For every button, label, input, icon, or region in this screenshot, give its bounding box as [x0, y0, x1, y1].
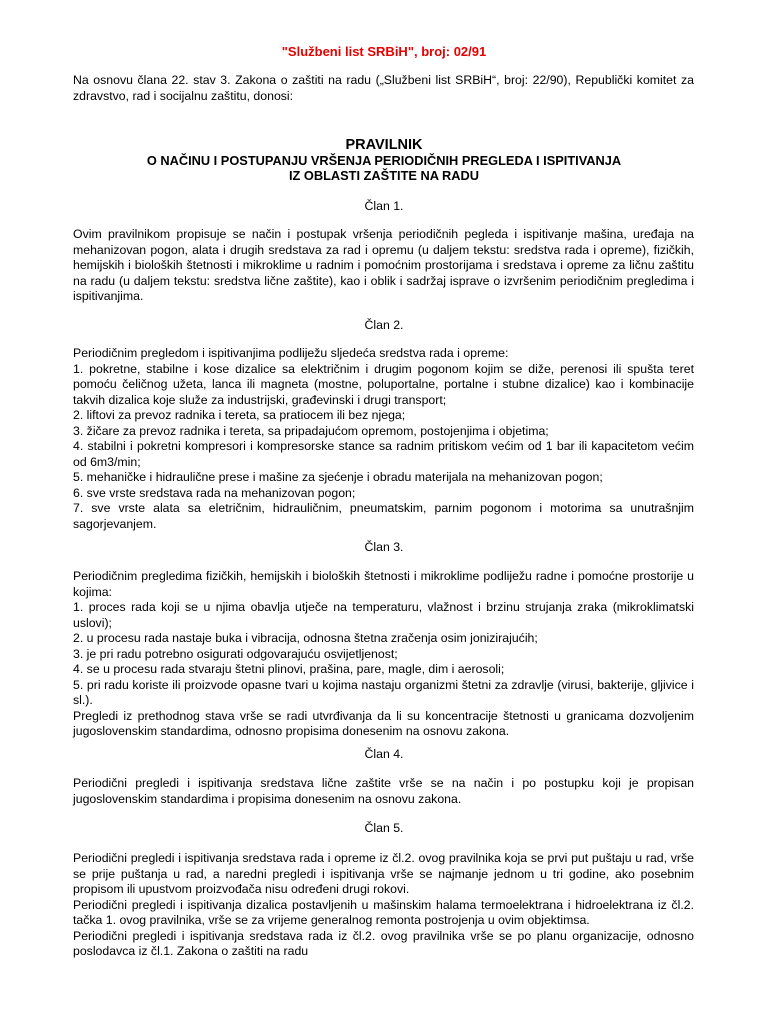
- article-heading: Član 3.: [364, 540, 404, 554]
- article-paragraph: Periodičnim pregledom i ispitivanjima podliježu sljedeća sredstva rada i opreme:: [73, 346, 509, 360]
- article-2-body: [73, 346, 694, 532]
- document-subtitle-line1: O NAČINU I POSTUPANJU VRŠENJA PERIODIČNIH PREGLEDA I ISPITIVANJA: [146, 153, 622, 168]
- article-heading: Član 5.: [364, 821, 404, 835]
- list-item: 4. stabilni i pokretni kompresori i kompresorske stance sa radnim pritiskom većim od 1 bar ili kapacitetom većim od 6m3/min;: [73, 439, 694, 469]
- article-1-body: [73, 227, 694, 305]
- list-item: 1. pokretne, stabilne i kose dizalice sa električnim i drugim pogonom kojim se diže, perenosi ili spušta teret pomoću čeličnog užeta, lanca ili magneta (mostne, poluportalne, portalne i stubne dizalice) kao i kombinacije takvih dizalica koje služe za industrijski, građevinski i drugi transport;: [73, 361, 694, 407]
- preamble-text: Na osnovu člana 22. stav 3. Zakona o zaštiti na radu („Službeni list SRBiH“, broj: 22/90), Republički komitet za zdravstvo, rad i socijalnu zaštitu, donosi:: [73, 73, 694, 103]
- document-title: PRAVILNIK: [345, 137, 423, 153]
- article-paragraph: Periodičnim pregledima fizičkih, hemijskih i bioloških štetnosti i mikroklime podliježu radne i pomoćne prostorije u kojima:: [73, 569, 694, 599]
- article-5-body: [73, 851, 694, 960]
- article-paragraph: Pregledi iz prethodnog stava vrše se radi utvrđivanja da li su koncentracije štetnosti u granicama dozvoljenim jugoslovenskim standardima, odnosno propisima donesenim na osnovu zakona.: [73, 708, 694, 738]
- gazette-reference: "Službeni list SRBiH", broj: 02/91: [281, 44, 487, 59]
- list-item: 5. pri radu koriste ili proizvode opasne tvari u kojima nastaju organizmi štetni za zdravlje (virusi, bakterije, gljivice i sl.).: [73, 677, 694, 707]
- list-item: 4. se u procesu rada stvaraju štetni plinovi, prašina, pare, magle, dim i aerosoli;: [73, 662, 505, 676]
- list-item: 3. je pri radu potrebno osigurati odgovarajuću osvijetljenost;: [73, 646, 398, 661]
- list-item: 5. mehaničke i hidraulične prese i mašine za sjećenje i obradu materijala na mehanizovan pogon;: [73, 470, 603, 484]
- article-paragraph: Periodični pregledi i ispitivanja sredstava rada iz čl.2. ovog pravilnika vrše se po planu organizacije, odnosno poslodavca iz čl.1. Zakona o zaštiti na radu: [73, 928, 694, 958]
- preamble: [73, 73, 694, 104]
- article-paragraph: Periodični pregledi i ispitivanja sredstava lične zaštite vrše se na način i po postupku koji je propisan jugoslovenskim standardima i propisima donesenim na osnovu zakona.: [73, 776, 694, 806]
- list-item: 1. proces rada koji se u njima obavlja utječe na temperaturu, vlažnost i brzinu strujanja zraka (mikroklimatski uslovi);: [73, 600, 694, 630]
- list-item: 7. sve vrste alata sa eletričnim, hidrauličnim, pneumatskim, parnim pogonom i motorima sa unutrašnjim sagorjevanjem.: [73, 501, 694, 531]
- list-item: 6. sve vrste sredstava rada na mehanizovan pogon;: [73, 485, 356, 500]
- list-item: 3. žičare za prevoz radnika i tereta, sa pripadajućom opremom, postojenjima i objetima;: [73, 423, 549, 438]
- article-heading: Član 4.: [364, 747, 404, 761]
- article-paragraph: Periodični pregledi i ispitivanja dizalica postavljenih u mašinskim halama termoelektrana i hidroelektrana iz čl.2. tačka 1. ovog pravilnika, vrše se za vrijeme generalnog remonta postrojenja u ovim objektimsa.: [73, 897, 694, 927]
- article-paragraph: Ovim pravilnikom propisuje se način i postupak vršenja periodičnih pegleda i ispitivanje mašina, uređaja na mehanizovan pogon, alata i drugih sredstava za rad i opremu (u daljem tekstu: sredstva rada i opreme), fizičkih, hemijskih i bioloških štetnosti i mikroklime u radnim i pomoćnim prostorijama i sredstava i opreme za ličnu zaštitu na radu (u daljem tekstu: sredstva lične zaštite), kao i oblik i sadržaj isprave o izvršenim periodičnim pregledima i ispitivanjima.: [73, 227, 694, 303]
- article-4-body: [73, 776, 694, 807]
- article-heading: Član 2.: [364, 318, 404, 332]
- document-subtitle-line2: IZ OBLASTI ZAŠTITE NA RADU: [288, 168, 480, 183]
- list-item: 2. liftovi za prevoz radnika i tereta, sa pratiocem ili bez njega;: [73, 408, 406, 422]
- article-3-body: [73, 569, 694, 740]
- list-item: 2. u procesu rada nastaje buka i vibracija, odnosna štetna zračenja osim jonizirajućih;: [73, 631, 538, 645]
- article-paragraph: Periodični pregledi i ispitivanja sredstava rada i opreme iz čl.2. ovog pravilnika koja se prvi put puštaju u rad, vrše se prije puštanja u rad, a naredni pregledi i ispitivanja vrše se najmanje jednom u tri godine, ako posebnim propisom ili upustvom proizvođača nisu određeni drugi rokovi.: [73, 851, 694, 896]
- article-heading: Član 1.: [364, 199, 404, 213]
